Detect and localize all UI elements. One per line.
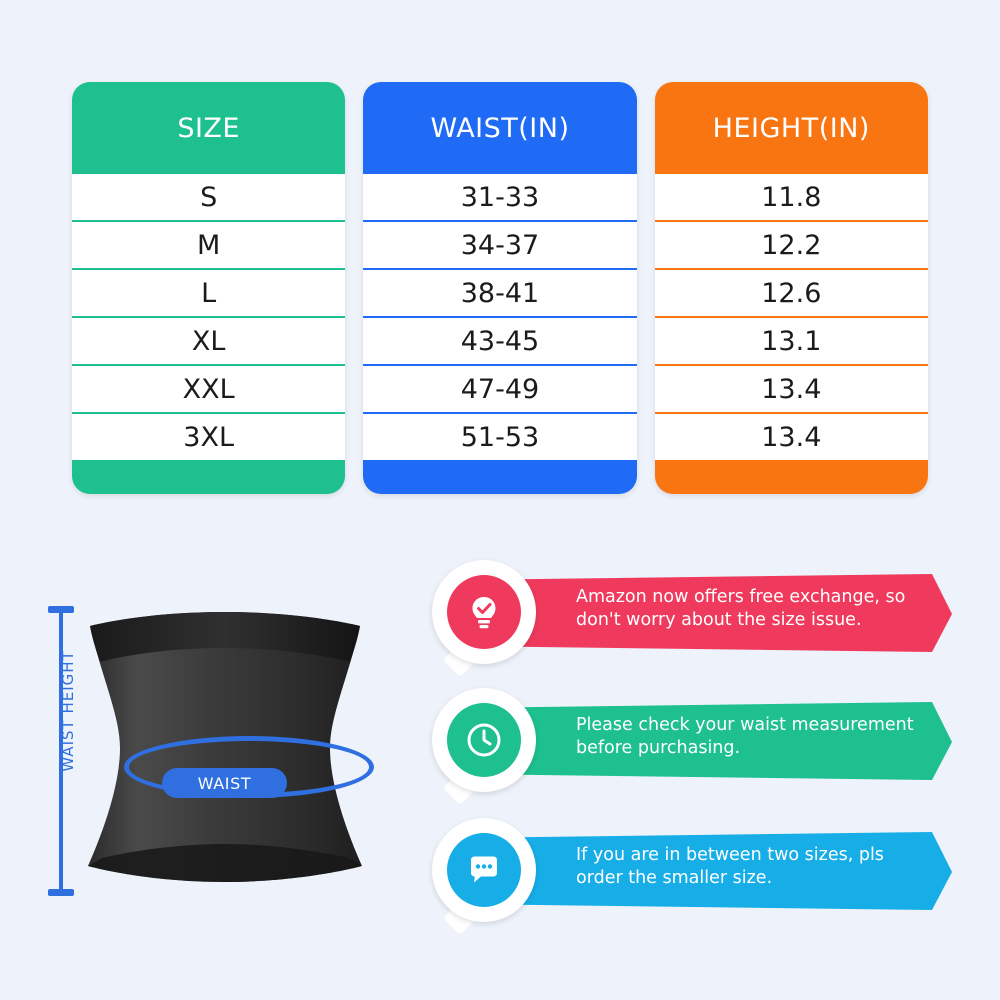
note-text: Please check your waist measurement before purchasing. [576, 715, 914, 759]
column-header-height: HEIGHT(IN) [712, 112, 870, 144]
lightbulb-check-icon [447, 575, 521, 649]
waist-height-label: WAIST HEIGHT [59, 650, 77, 772]
note-item [432, 818, 952, 926]
table-cell: XL [72, 318, 345, 364]
column-footer-size [72, 462, 345, 494]
column-body-height [655, 174, 928, 462]
notes-list [432, 552, 992, 972]
table-cell: 43-45 [363, 318, 636, 364]
table-cell: L [72, 270, 345, 316]
product-illustration [10, 560, 430, 980]
table-cell: 47-49 [363, 366, 636, 412]
waist-label: WAIST [162, 768, 287, 798]
table-cell: 13.4 [655, 366, 928, 412]
note-item [432, 688, 952, 796]
size-chart-column-size [72, 82, 345, 494]
table-cell: XXL [72, 366, 345, 412]
table-cell: 34-37 [363, 222, 636, 268]
table-cell: 12.2 [655, 222, 928, 268]
column-footer-waist [363, 462, 636, 494]
table-cell: 13.4 [655, 414, 928, 460]
column-header-size: SIZE [177, 112, 240, 144]
table-cell: S [72, 174, 345, 220]
table-cell: 31-33 [363, 174, 636, 220]
note-badge [432, 560, 536, 664]
table-cell: 3XL [72, 414, 345, 460]
table-cell: 38-41 [363, 270, 636, 316]
note-badge [432, 818, 536, 922]
size-chart-column-waist [363, 82, 636, 494]
column-body-size [72, 174, 345, 462]
chat-bubble-icon [447, 833, 521, 907]
size-chart-table [72, 82, 928, 494]
height-cap-bottom-icon [48, 889, 74, 896]
table-cell: 12.6 [655, 270, 928, 316]
size-chart-column-height [655, 82, 928, 494]
note-text: Amazon now offers free exchange, so don't worry about the size issue. [576, 587, 906, 631]
note-badge [432, 688, 536, 792]
table-cell: 51-53 [363, 414, 636, 460]
table-cell: M [72, 222, 345, 268]
waist-trainer-belt-image [72, 608, 377, 888]
note-text: If you are in between two sizes, pls order the smaller size. [576, 845, 884, 889]
clock-icon [447, 703, 521, 777]
column-footer-height [655, 462, 928, 494]
table-cell: 13.1 [655, 318, 928, 364]
column-body-waist [363, 174, 636, 462]
note-item [432, 560, 952, 668]
table-cell: 11.8 [655, 174, 928, 220]
column-header-waist: WAIST(IN) [430, 112, 570, 144]
